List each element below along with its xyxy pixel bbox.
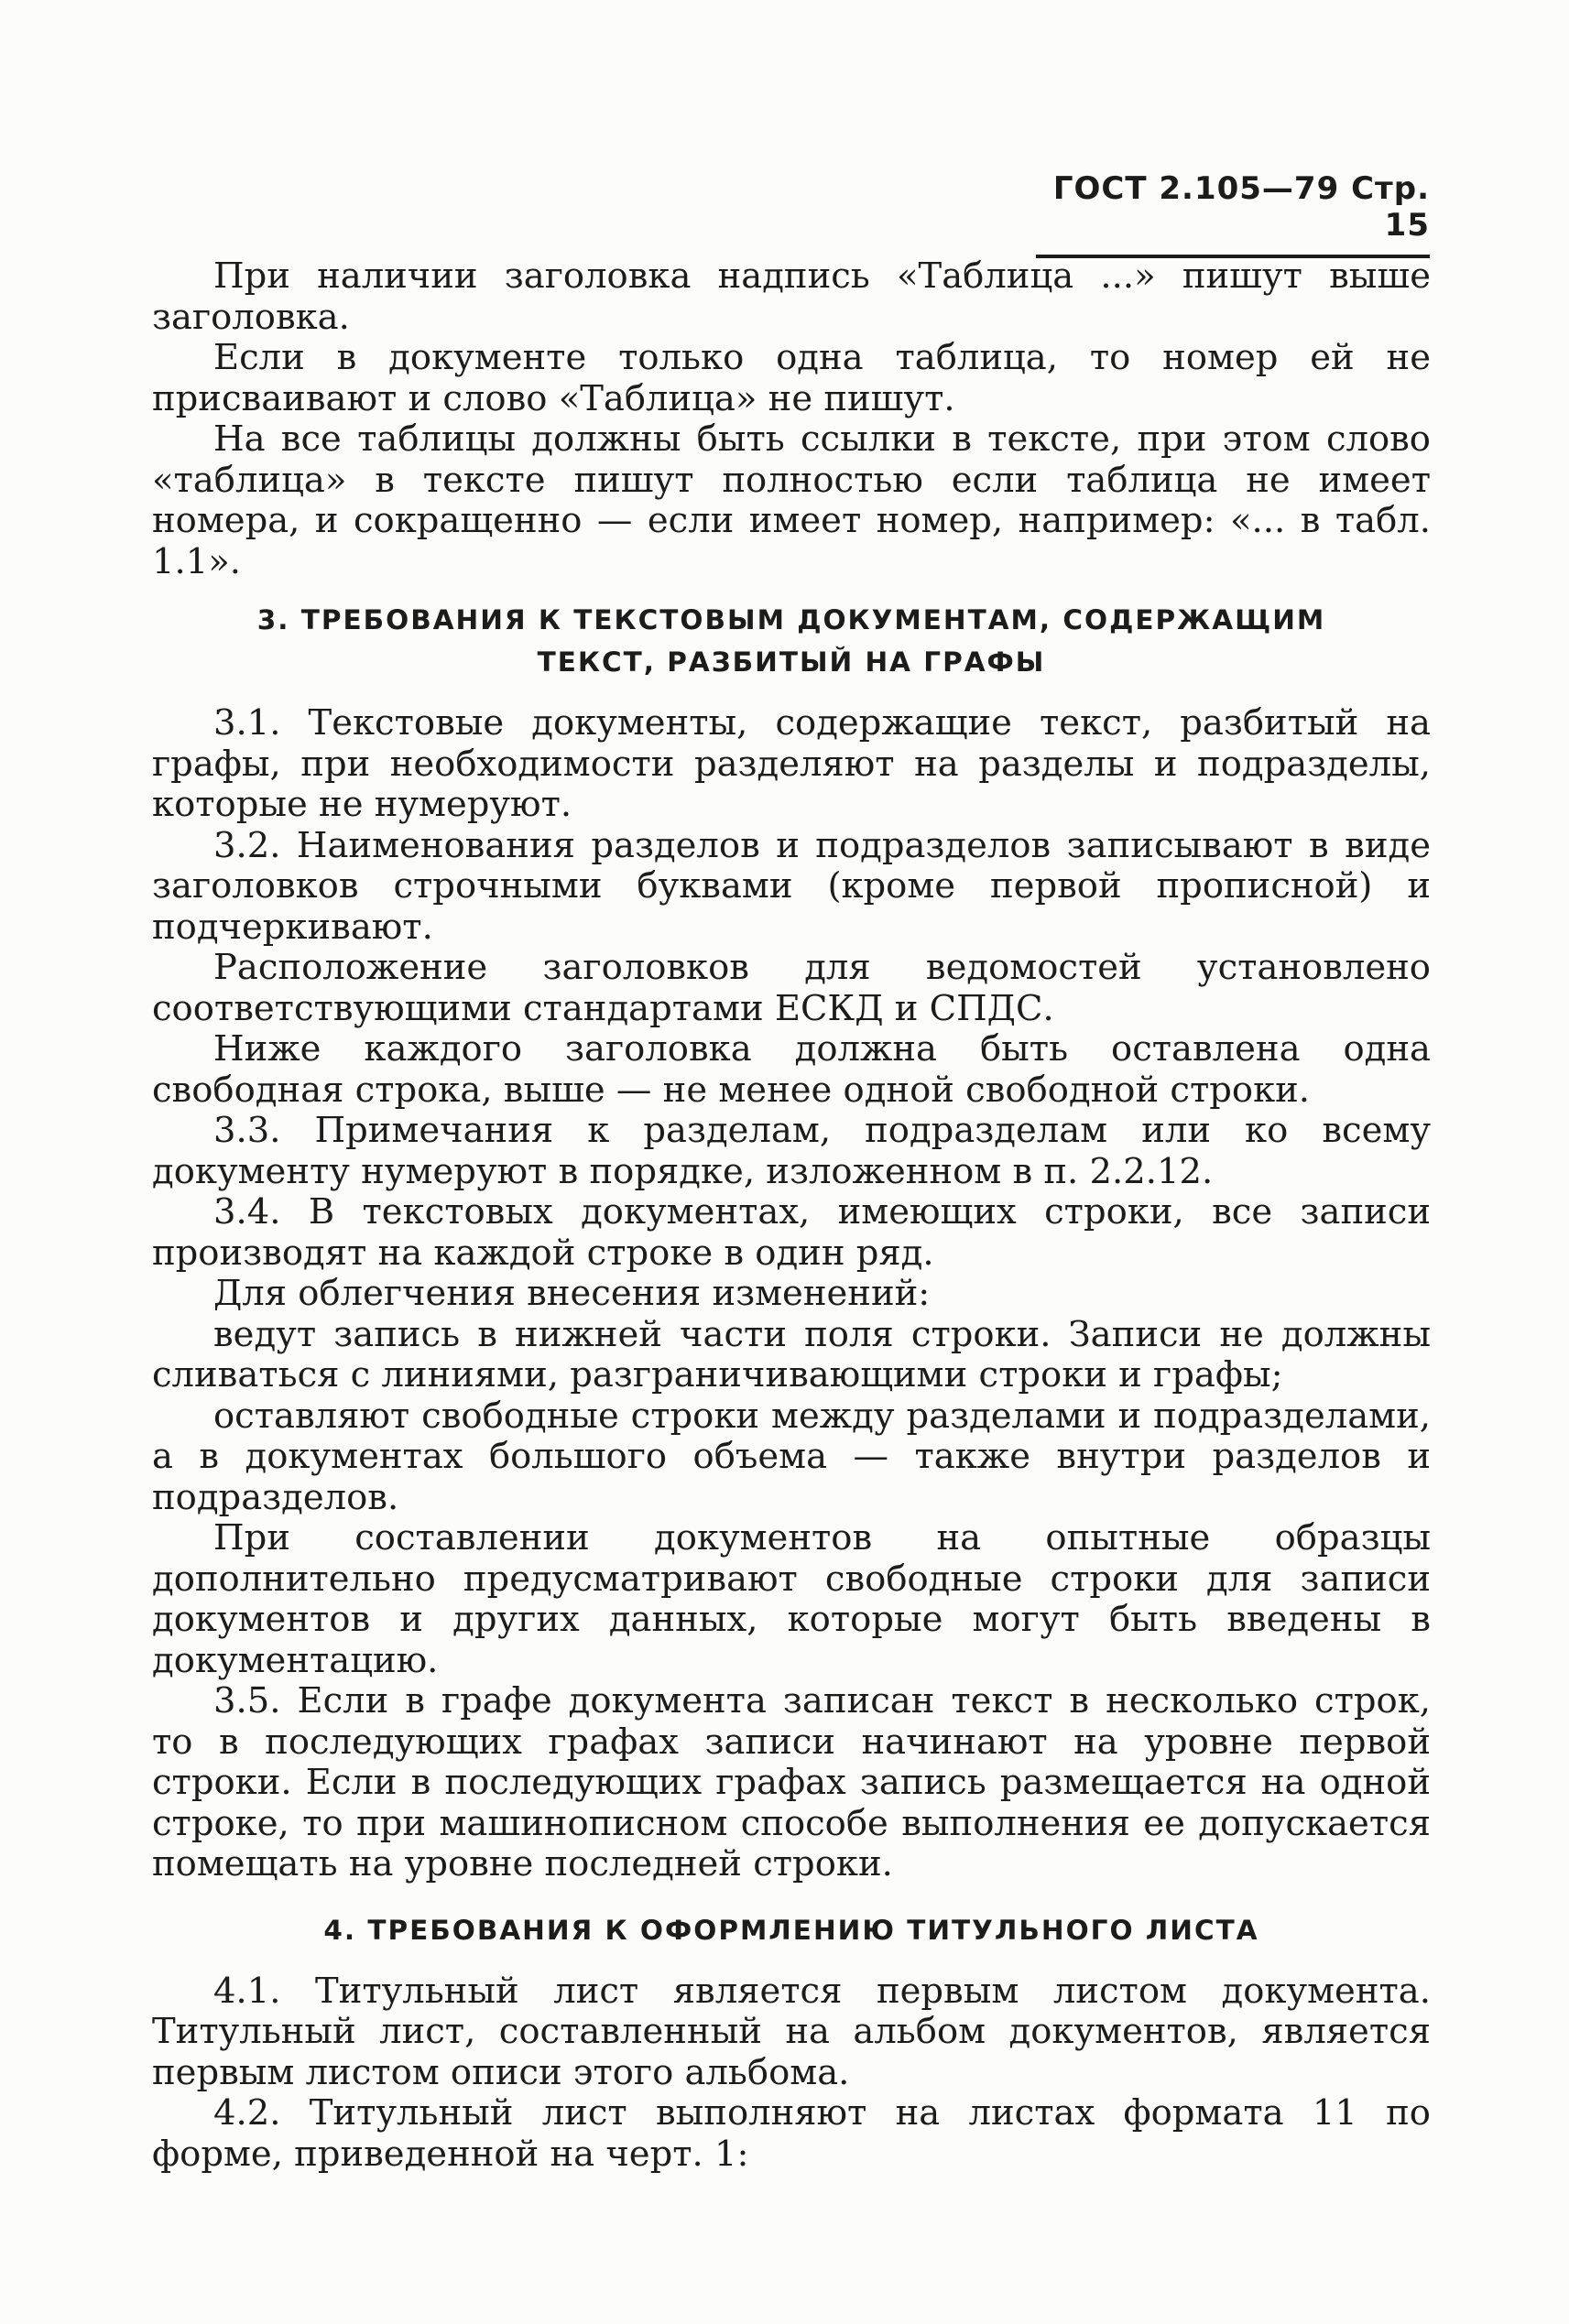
- paragraph: ведут запись в нижней части поля строки. Записи не должны сливаться с линиями, разграничивающими строки и графы;: [152, 1313, 1431, 1395]
- section-4-heading: 4. ТРЕБОВАНИЯ К ОФОРМЛЕНИЮ ТИТУЛЬНОГО ЛИСТА: [323, 1914, 1259, 1946]
- paragraph: Ниже каждого заголовка должна быть оставлена одна свободная строка, выше — не менее одной свободной строки.: [152, 1028, 1431, 1111]
- paragraph: 3.1. Текстовые документы, содержащие текст, разбитый на графы, при необходимости разделяют на разделы и подразделы, которые не нумеруют.: [152, 702, 1431, 825]
- paragraph: оставляют свободные строки между разделами и подразделами, а в документах большого объема — также внутри разделов и подразделов.: [152, 1395, 1431, 1518]
- section-3-heading: [152, 599, 1431, 683]
- paragraph: 3.2. Наименования разделов и подразделов записывают в виде заголовков строчными буквами (кроме первой прописной) и подчеркивают.: [152, 824, 1431, 948]
- paragraph: 3.3. Примечания к разделам, подразделам или ко всему документу нумеруют в порядке, изложенном в п. 2.2.12.: [152, 1110, 1431, 1192]
- paragraph: 3.5. Если в графе документа записан текст в несколько строк, то в последующих графах записи начинают на уровне первой строки. Если в последующих графах запись размещается на одной строке, то при машинописном способе выполнения ее допускается помещать на уровне последней строки.: [152, 1680, 1431, 1884]
- page-header: ГОСТ 2.105—79 Стр. 15: [1036, 170, 1430, 258]
- section-3-heading-line-1: 3. ТРЕБОВАНИЯ К ТЕКСТОВЫМ ДОКУМЕНТАМ, СОДЕРЖАЩИМ: [256, 604, 1326, 635]
- page-content: [152, 256, 1431, 2175]
- paragraph: 4.1. Титульный лист является первым листом документа. Титульный лист, составленный на альбом документов, является первым листом описи этого альбома.: [152, 1970, 1431, 2093]
- paragraph: Если в документе только одна таблица, то номер ей не присваивают и слово «Таблица» не пишут.: [152, 337, 1431, 419]
- paragraph: При наличии заголовка надпись «Таблица ...» пишут выше заголовка.: [152, 255, 1431, 338]
- paragraph: Для облегчения внесения изменений:: [213, 1273, 931, 1314]
- paragraph: На все таблицы должны быть ссылки в тексте, при этом слово «таблица» в тексте пишут полностью если таблица не имеет номера, и сокращенно — если имеет номер, например: «... в табл. 1.1».: [152, 418, 1431, 582]
- paragraph: 4.2. Титульный лист выполняют на листах формата 11 по форме, приведенной на черт. 1:: [152, 2092, 1431, 2175]
- paragraph: При составлении документов на опытные образцы дополнительно предусматривают свободные строки для записи документов и других данных, которые могут быть введены в документацию.: [152, 1517, 1431, 1681]
- paragraph: Расположение заголовков для ведомостей установлено соответствующими стандартами ЕСКД и СПДС.: [152, 947, 1431, 1029]
- paragraph: 3.4. В текстовых документах, имеющих строки, все записи производят на каждой строке в один ряд.: [152, 1191, 1431, 1274]
- section-3-heading-line-2: ТЕКСТ, РАЗБИТЫЙ НА ГРАФЫ: [537, 646, 1046, 678]
